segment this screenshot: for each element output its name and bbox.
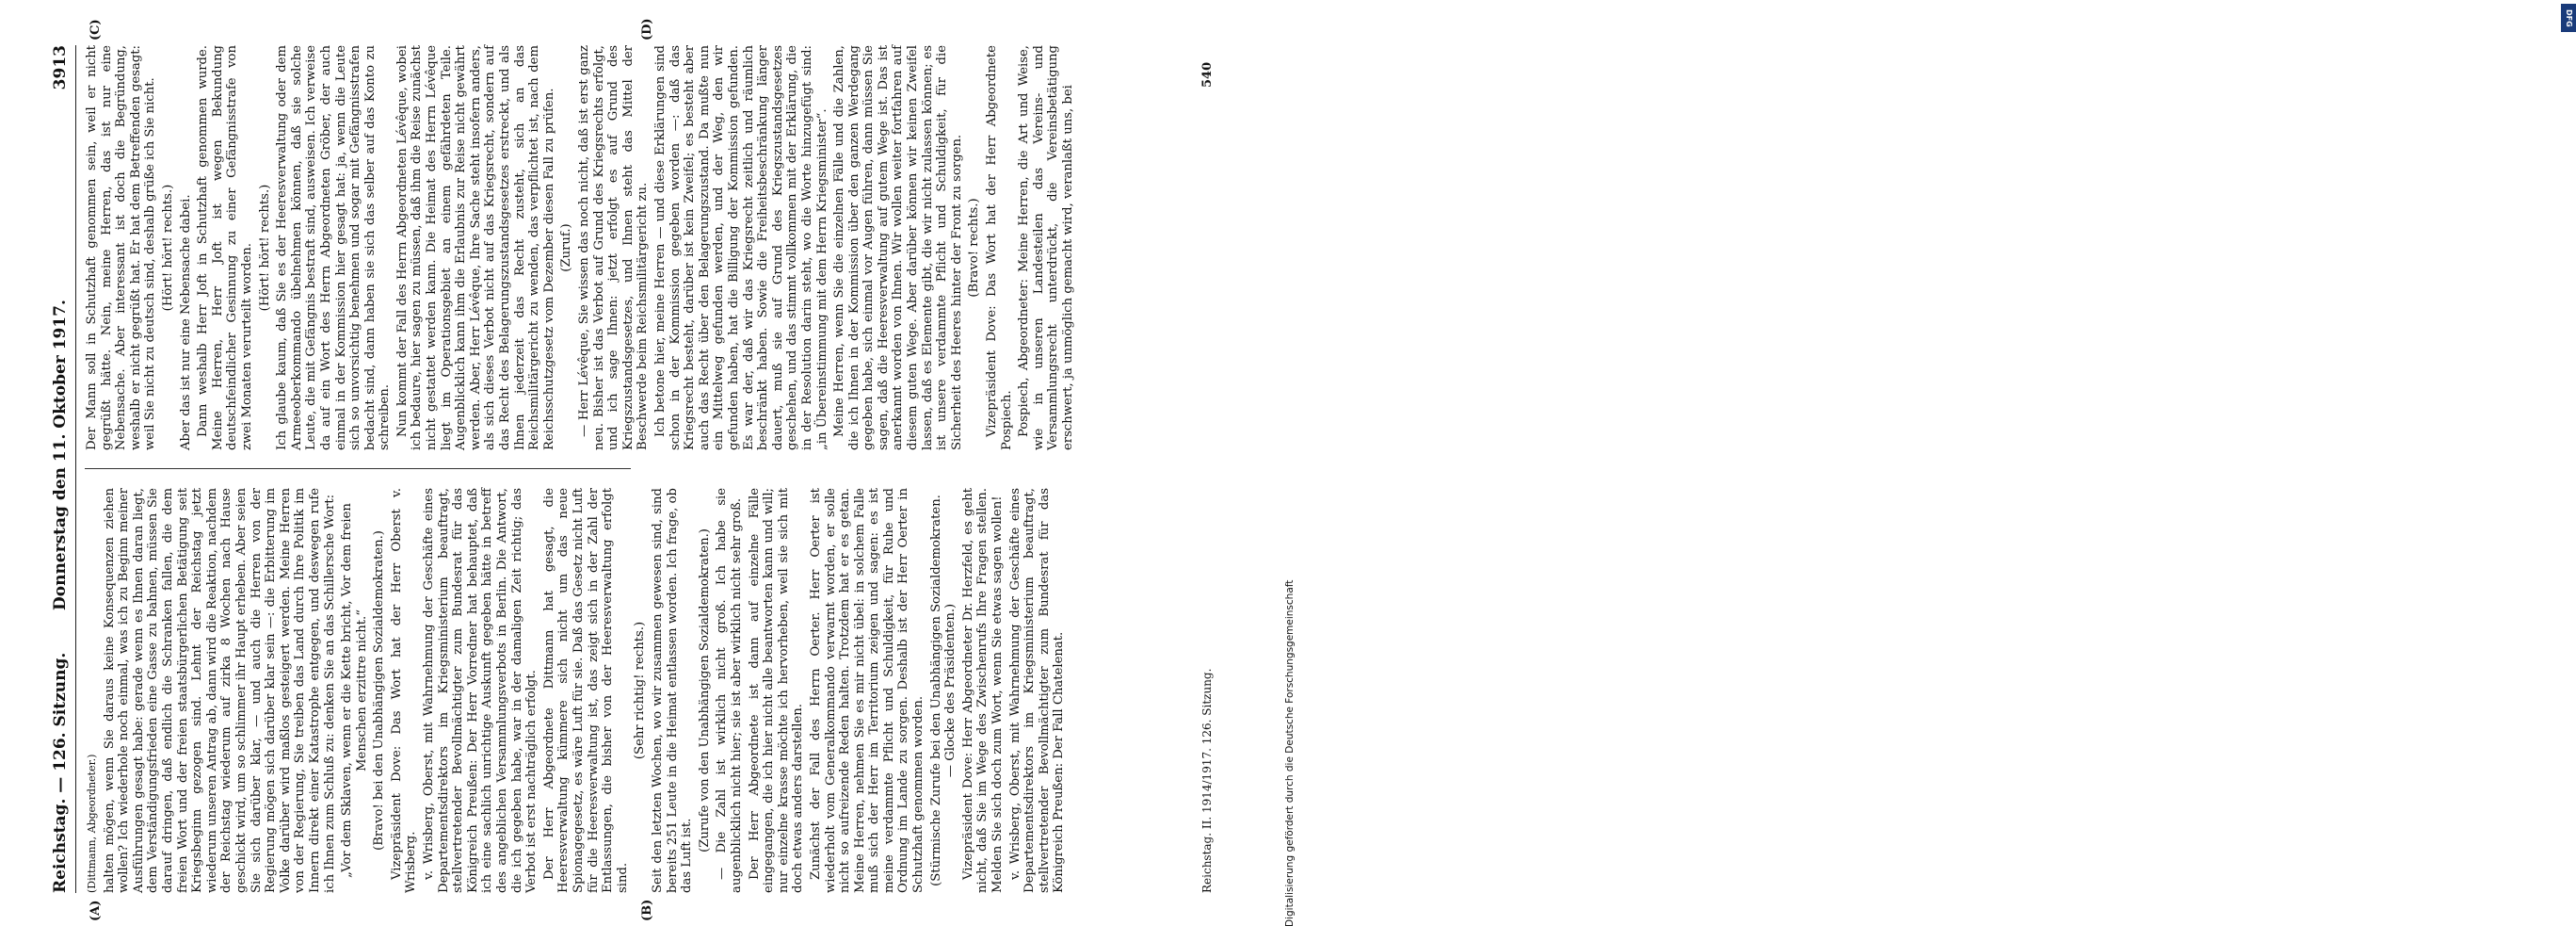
left-column-paragraph: (Sehr richtig! rechts.) <box>633 621 648 760</box>
right-column-paragraph: Meine Herren, wenn Sie die einzelnen Fälle und die Zahlen, die ich Ihnen in der Kommission über den ganzen Werdegang gegeben habe, sich einmal vor Augen führen, dann müssen Sie sagen, daß die Heeresverwaltung auf gutem Wege ist. Das ist anerkannt worden von Ihnen. Wir wollen weiter fortfahren auf diesem guten Wege. Aber darüber können wir keinen Zweifel lassen, daß es Elemente gibt, die wir nicht zulassen können; es ist unsere verdammte Pflicht und Schuldigkeit, für die Sicherheit des Heeres hinter der Front zu sorgen. <box>832 45 964 450</box>
right-column-paragraph: (Hört! hört! rechts.) <box>160 184 175 312</box>
right-column-paragraph: Der Mann soll in Schutzhaft genommen sein, weil er nicht gegrüßt hätte. Nein, meine Herren, das ist nur eine Nebensache. Aber interessant ist doch die Begründung, weshalb er nicht gegrüßt hat. Er hat dem Betreffenden gesagt: weil Sie nicht zu deutsch sind, deshalb grüße ich Sie nicht. <box>85 45 158 450</box>
right-column-paragraph: (Bravo! rechts.) <box>967 198 982 298</box>
right-column-paragraph: Nun kommt der Fall des Herrn Abgeordneten Lévêque, wobei ich bedaure, hier sagen zu müssen, daß ihm die Reise zunächst nicht gestattet werden kann. Die Heimat des Herrn Lévêque liegt im Operationsgebiet an einem gefährdeten Teile. Augenblicklich kann ihm die Erlaubnis zur Reise nicht gewährt werden. Aber, Herr Lévêque, Ihre Sache steht insofern anders, als sich dieses Verbot nicht auf das Kriegsrecht, sondern auf das Recht des Belagerungszustandsgesetzes erstreckt, und als Ihnen jederzeit das Recht zusteht, sich an das Reichsmilitärgericht zu wenden, das verpflichtet ist, nach dem Reichsschutzgesetz vom Dezember diesen Fall zu prüfen. <box>394 45 556 450</box>
margin-marker-c: (C) <box>89 19 103 41</box>
left-column-paragraph: (Dittmann, Abgeordneter.) <box>86 754 98 893</box>
left-column-paragraph: (Zurufe von den Unabhängigen Sozialdemokraten.) <box>697 528 712 853</box>
right-column-paragraph: Pospiech, Abgeordneter: Meine Herren, die Art und Weise, wie in unseren Landesteilen das Vereins- und Versammlungsrecht unterdrückt, die Vereinsbetätigung erschwert, ja unmöglich gemacht wird, veranlaßt uns, bei <box>1017 45 1075 450</box>
left-column-paragraph: Der Herr Abgeordnete Dittmann hat gesagt, die Heeresverwaltung kümmere sich nicht um das neue Spionagegesetz, es wäre Luft für sie. Daß das Gesetz nicht Luft für die Heeresverwaltung ist, das zeigt sich in der Zahl der Entlassungen, die bisher von der Heeresverwaltung erfolgt sind. <box>541 488 630 893</box>
left-column-paragraph: v. Wrisberg, Oberst, mit Wahrnehmung der Geschäfte eines Departementsdirektors im Kriegsministerium beauftragt, stellvertretender Bevollmächtigter zum Bundesrat für das Königreich Preußen: Der Fall Chatelenat. <box>1007 488 1067 893</box>
margin-marker-a: (A) <box>89 900 103 921</box>
header-date: Donnerstag den 11. Oktober 1917. <box>51 300 70 610</box>
sheet-number: 540 <box>1200 61 1215 88</box>
left-column-paragraph: (Bravo! bei den Unabhängigen Sozialdemokraten.) <box>372 530 387 851</box>
margin-marker-b: (B) <box>640 899 654 921</box>
left-column-paragraph: Vizepräsident Dove: Das Wort hat der Herr Oberst v. Wrisberg. <box>389 488 419 893</box>
left-column-paragraph: Vizepräsident Dove: Herr Abgeordneter Dr. Herzfeld, es geht nicht, daß Sie im Wege des Zwischenrufs Ihre Fragen stellen. Melden Sie sich doch zum Wort, wenn Sie etwas sagen wollen! <box>960 488 1006 893</box>
left-text-column <box>85 488 1070 893</box>
right-column-paragraph: Dann weshalb Herr Joft in Schutzhaft genommen wurde. Meine Herren, Herr Joft ist wegen Bekundung deutschfeindlicher Gesinnung zu einer Gefängnisstrafe von zwei Monaten verurteilt worden. <box>196 45 254 450</box>
right-column-paragraph: (Zuruf.) <box>559 223 574 272</box>
column-divider <box>85 468 631 469</box>
left-column-paragraph: Zunächst der Fall des Herrn Oerter. Herr Oerter ist wiederholt vom Generalkommando verwarnt worden, er solle nicht so aufreizende Reden halten. Trotzdem hat er es getan. Meine Herren, nehmen Sie es mir nicht übel: in solchem Falle muß sich der Herr im Territorium zeigen und sagen: es ist meine verdammte Pflicht und Schuldigkeit, für Ruhe und Ordnung im Lande zu sorgen. Deshalb ist der Herr Oerter in Schutzhaft genommen worden. <box>808 488 926 893</box>
left-column-paragraph: „Vor dem Sklaven, wenn er die Kette bricht, Vor dem freien Menschen erzittre nicht.“ <box>340 503 369 878</box>
left-column-paragraph: halten mögen, wenn Sie daraus keine Konsequenzen ziehen wollen? Ich wiederhole noch einmal, was ich zu Beginn meiner Ausführungen gesagt habe: gerade wenn es Ihnen daran liegt, dem Verständigungsfrieden eine Gasse zu bahnen, müssen Sie darauf dringen, daß endlich die Schranken fallen, die dem freien Wort und der freien staatsbürgerlichen Betätigung seit Kriegsbeginn gezogen sind. Lehnt der Reichstag jetzt wiederum unseren Antrag ab, dann wird die Reaktion, nachdem der Reichstag wiederum auf zirka 8 Wochen nach Hause geschickt wird, um so schlimmer ihr Haupt erheben. Aber seien Sie sich darüber klar, — und auch die Herren von der Regierung mögen sich darüber klar sein —: die Erbitterung im Volke darüber wird maßlos gesteigert werden. Meine Herren von der Regierung, Sie treiben das Land durch Ihre Politik im Innern direkt einer Katastrophe entgegen, und deswegen rufe ich Ihnen zum Schluß zu: denken Sie an das Schillersche Wort: <box>102 488 337 893</box>
right-column-paragraph: Ich betone hier, meine Herren — und diese Erklärungen sind schon in der Kommission gegeben worden —: daß das Kriegsrecht besteht, darüber ist kein Zweifel; es besteht aber auch das Recht über den Belagerungszustand. Da mußte nun ein Mittelweg gefunden werden, und der Weg, den wir gefunden haben, hat die Billigung der Kommission gefunden. Es war der, daß wir das Kriegsrecht zeitlich und räumlich beschränkt haben. Sowie die Freiheitsbeschränkung länger dauert, muß sie auf Grund des Kriegszustandsgesetzes geschehen, und das stimmt vollkommen mit der Erklärung, die in der Resolution darin steht, wo die Worte hinzugefügt sind: „in Übereinstimmung mit dem Herrn Kriegsminister“. <box>652 45 829 450</box>
dfg-logo: DFG <box>2561 4 2576 32</box>
right-column-paragraph: — Herr Lévêque, Sie wissen das noch nicht, daß ist erst ganz neu. Bisher ist das Verbot auf Grund des Kriegsrechts erfolgt, und ich sage Ihnen: jetzt erfolgt es auf Grund des Kriegszustandsgesetzes, und Ihnen steht das Mittel der Beschwerde beim Reichsmilitärgericht zu. <box>577 45 651 450</box>
margin-marker-d: (D) <box>640 18 654 41</box>
header-page-number: 3913 <box>51 45 70 90</box>
right-column-paragraph: Aber das ist nur eine Nebensache dabei. <box>178 194 193 450</box>
rotated-page-content <box>47 18 1233 921</box>
footer-reference: Reichstag. II. 1914/1917. 126. Sitzung. <box>1200 668 1214 893</box>
right-text-column <box>85 45 1079 450</box>
running-header <box>47 45 76 893</box>
dfg-funding-notice: Digitalisierung gefördert durch die Deutsche Forschungsgemeinschaft <box>1284 579 1296 927</box>
right-column-paragraph: (Hört! hört! rechts.) <box>257 184 272 312</box>
left-column-paragraph: Seit den letzten Wochen, wo wir zusammen gewesen sind, sind bereits 251 Leute in die Heimat entlassen worden. Ich frage, ob das Luft ist. <box>650 488 695 893</box>
right-column-paragraph: Ich glaube kaum, daß Sie es der Heeresverwaltung oder dem Armeeoberkommando übelnehmen können, daß sie solche Leute, die mit Gefängnis bestraft sind, ausweisen. Ich verweise da auf ein Wort des Herrn Abgeordneten Gröber, der auch einmal in der Kommission hier gesagt hat: ja, wenn die Leute sich so unvorsichtig benehmen und sogar mit Gefängnisstrafen bedacht sind, dann haben sie sich das selber auf das Konto zu schreiben. <box>275 45 393 450</box>
header-session: Reichstag. — 126. Sitzung. <box>51 652 70 893</box>
left-column-paragraph: — Die Zahl ist wirklich nicht groß. Ich habe sie augenblicklich nicht hier; sie ist aber wirklich nicht sehr groß. <box>715 488 744 893</box>
left-column-paragraph: Der Herr Abgeordnete ist dann auf einzelne Fälle eingegangen, die ich hier nicht alle beantworten kann und will; nur einzelne krasse möchte ich hervorheben, weil sie sich mit doch etwas anders darstellen. <box>747 488 806 893</box>
left-column-paragraph: v. Wrisberg, Oberst, mit Wahrnehmung der Geschäfte eines Departementsdirektors im Kriegsministerium beauftragt, stellvertretender Bevollmächtigter zum Bundesrat für das Königreich Preußen: Der Herr Vorredner hat behauptet, daß ich eine sachlich unrichtige Auskunft gegeben hätte in betreff des angeblichen Versammlungsverbots in Berlin. Die Antwort, die ich gegeben habe, war in der damaligen Zeit richtig; das Verbot ist erst nachträglich erfolgt. <box>422 488 539 893</box>
right-column-paragraph: Vizepräsident Dove: Das Wort hat der Herr Abgeordnete Pospiech. <box>985 45 1014 450</box>
left-column-paragraph: (Stürmische Zurufe bei den Unabhängigen Sozialdemokraten. — Glocke des Präsidenten.) <box>928 495 958 886</box>
